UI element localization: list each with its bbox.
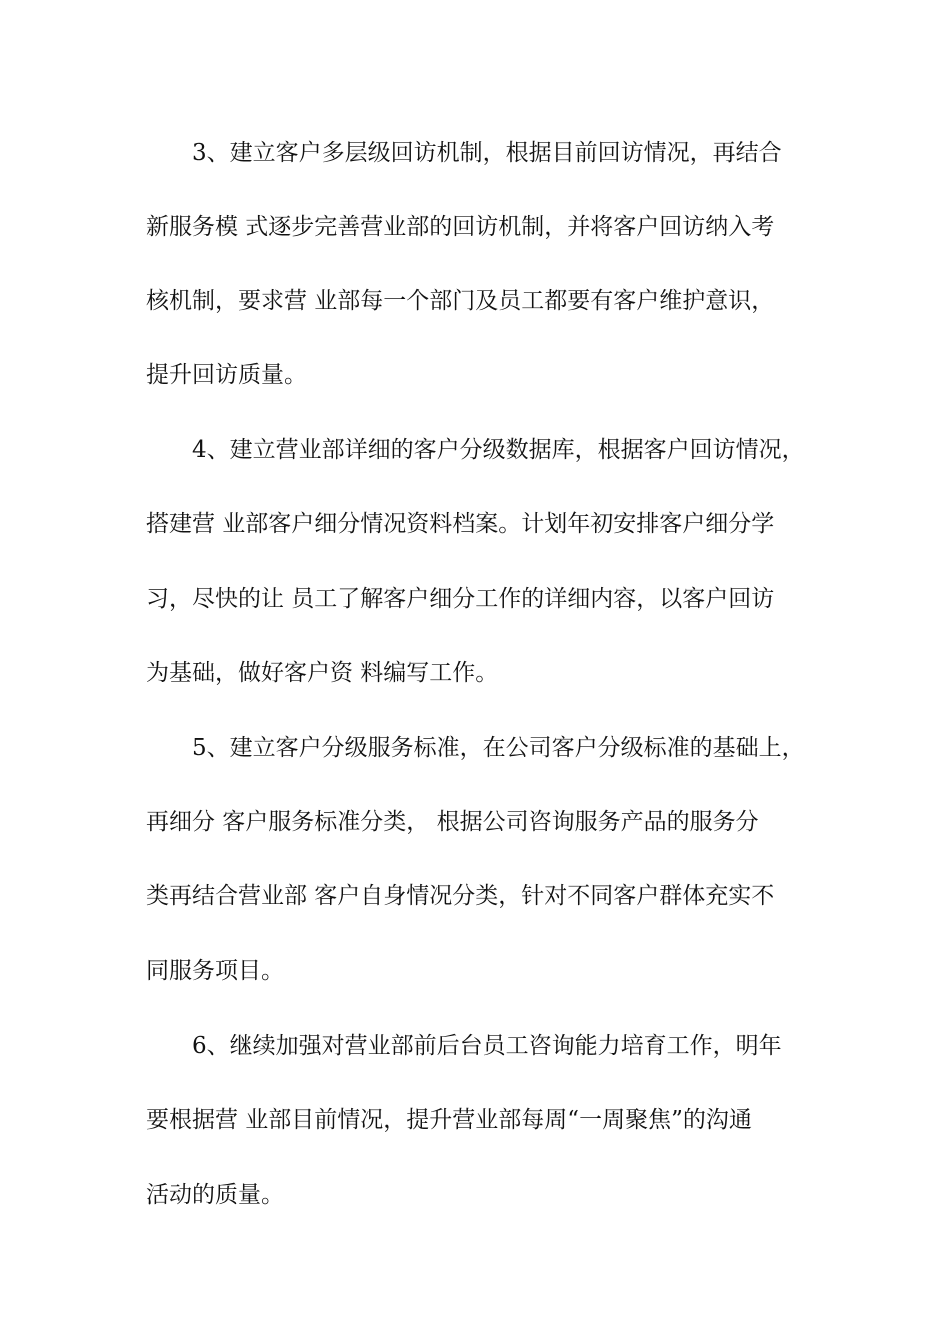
- paragraph-line: 同服务项目。: [146, 958, 284, 984]
- paragraph-line: 新服务模 式逐步完善营业部的回访机制，并将客户回访纳入考: [146, 214, 775, 240]
- paragraph-line: 3、建立客户多层级回访机制，根据目前回访情况，再结合: [192, 140, 782, 166]
- paragraph-line: 要根据营 业部目前情况，提升营业部每周“一周聚焦”的沟通: [146, 1107, 752, 1133]
- paragraph-line: 核机制，要求营 业部每一个部门及员工都要有客户维护意识，: [146, 288, 775, 314]
- paragraph-line: 4、建立营业部详细的客户分级数据库，根据客户回访情况，: [192, 437, 805, 463]
- paragraph-line: 习，尽快的让 员工了解客户细分工作的详细内容，以客户回访: [146, 586, 775, 612]
- paragraph-line: 再细分 客户服务标准分类， 根据公司咨询服务产品的服务分: [146, 809, 759, 835]
- paragraph-line: 5、建立客户分级服务标准，在公司客户分级标准的基础上，: [192, 735, 805, 761]
- paragraph-line: 活动的质量。: [146, 1182, 284, 1208]
- paragraph-line: 类再结合营业部 客户自身情况分类，针对不同客户群体充实不: [146, 883, 775, 909]
- paragraph-line: 6、继续加强对营业部前后台员工咨询能力培育工作，明年: [192, 1033, 782, 1059]
- paragraph-line: 为基础，做好客户资 料编写工作。: [146, 660, 499, 686]
- paragraph-line: 提升回访质量。: [146, 362, 307, 388]
- paragraph-line: 搭建营 业部客户细分情况资料档案。计划年初安排客户细分学: [146, 511, 775, 537]
